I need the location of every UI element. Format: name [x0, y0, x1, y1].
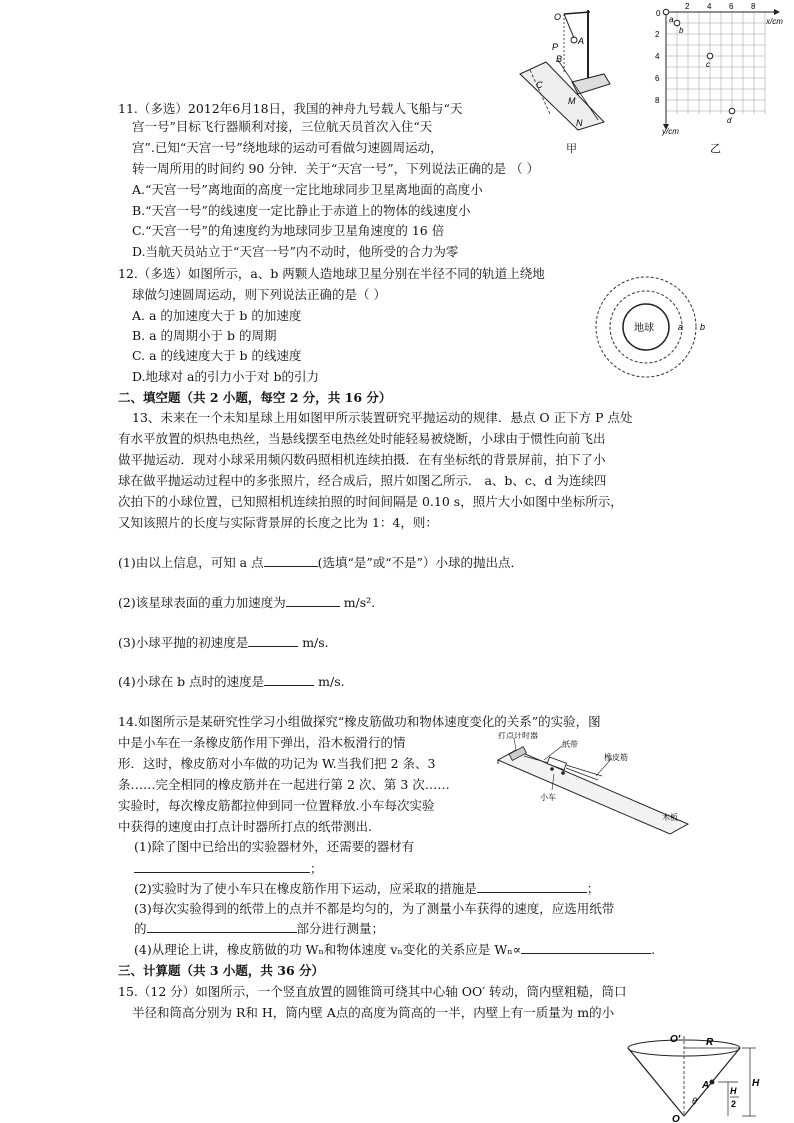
q13-part-3: [118, 634, 329, 652]
cone-label-Oprime: O′: [670, 1034, 681, 1045]
cone-label-O: O: [672, 1114, 680, 1122]
q12-line-1: 12.（多选）如图所示，a、b 两颗人造地球卫星分别在半径不同的轨道上绕地: [118, 266, 545, 281]
q13-part-4-blank[interactable]: [264, 673, 314, 686]
fig-yi-point-b: [674, 20, 680, 26]
fig-jia-label-A: A: [578, 36, 585, 46]
figure-jia: [512, 4, 620, 132]
q11-option-d: D.当航天员站立于“天宫一号”内不动时，他所受的合力为零: [132, 244, 459, 259]
fig-jia-label-N: N: [576, 118, 583, 128]
fig-yi-y-tick: 8: [655, 96, 660, 105]
q13-part-1-blank[interactable]: [264, 554, 318, 567]
fig-jia-label-M: M: [568, 96, 576, 106]
fig-yi-x-axis-label: x/cm: [766, 17, 783, 26]
q11-option-c: C.“天宫一号”的角速度约为地球同步卫星角速度的 16 倍: [132, 223, 445, 238]
q14-line-5: 实验时，每次橡皮筋都拉伸到同一位置释放.小车每次实验: [118, 798, 435, 813]
q13-part-3-text: (3)小球平抛的初速度是: [118, 635, 249, 650]
q13-part-1-tail: (选填“是”或“不是”）小球的抛出点．: [317, 555, 524, 570]
fig-timer-label: 打点计时器: [498, 732, 538, 740]
q11-line-4: 转一周所用的时间约 90 分钟．关于“天宫一号”，下列说法正确的是 （ ）: [132, 161, 540, 176]
fig-yi-y-tick: 6: [655, 74, 660, 83]
q14-part-2: [134, 880, 599, 898]
fig-yi-x-tick: 6: [729, 2, 734, 11]
q13-part-1: [118, 554, 523, 572]
q12-line-2: 球做匀速圆周运动，则下列说法正确的是（ ）: [132, 287, 386, 302]
figure-cone: [612, 1030, 762, 1122]
fig-yi-point-d: [729, 108, 735, 114]
fig-yi-point-a: [663, 9, 669, 15]
q13-part-2: [118, 594, 375, 612]
earth-label: 地球: [634, 323, 654, 334]
q15-line-2: 半径和筒高分别为 R和 H，筒内壁 A点的高度为筒高的一半，内壁上有一质量为 m的小: [132, 1005, 615, 1020]
fig-yi-label-a: a: [669, 15, 674, 24]
q13-line-1: 13、未来在一个未知星球上用如图甲所示装置研究平抛运动的规律．悬点 O 正下方 P 点处: [132, 410, 633, 425]
fig-jia-label-P: P: [552, 42, 559, 52]
cone-label-A: A: [702, 1080, 710, 1091]
fig-yi-point-c: [707, 53, 713, 59]
q12-option-b: B. a 的周期小于 b 的周期: [132, 328, 277, 343]
q13-part-4: [118, 673, 345, 691]
q14-part-4: [134, 941, 655, 959]
fig-jia-label-B: B: [556, 54, 563, 64]
fig-yi-x-tick: 8: [751, 2, 756, 11]
q13-part-4-text: (4)小球在 b 点时的速度是: [118, 674, 265, 689]
q13-part-2-unit: m/s².: [339, 595, 376, 610]
q13-line-2: 有水平放置的炽热电热丝，当悬线摆至电热丝处时能轻易被烧断，小球由于惯性向前飞出: [118, 431, 606, 446]
cone-label-theta: θ: [692, 1096, 697, 1106]
q12-option-d: D.地球对 a的引力小于对 b的引力: [132, 369, 319, 384]
q14-part-3-prefix: 的: [134, 921, 147, 936]
q13-part-4-unit: m/s.: [314, 674, 345, 689]
q15-line-1: 15.（12 分）如图所示，一个竖直放置的圆锥筒可绕其中心轴 OO′ 转动，筒内壁粗糙，筒口: [118, 984, 627, 999]
fig-yi-y-tick: 4: [655, 52, 660, 61]
fig-yi-label-b: b: [679, 26, 684, 35]
q14-line-3: 形．这时，橡皮筋对小车做的功记为 W.当我们把 2 条、3: [118, 756, 436, 771]
q14-line-4: 条……完全相同的橡皮筋并在一起进行第 2 次、第 3 次……: [118, 777, 450, 792]
q13-line-3: 做平抛运动．现对小球采用频闪数码照相机连续拍摄．在有坐标纸的背景屏前，拍下了小: [118, 452, 606, 467]
q11-line-1: 11.（多选）2012年6月18日，我国的神舟九号载人飞船与“天: [118, 101, 463, 116]
q13-line-5: 次拍下的小球位置，已知照相机连续拍照的时间间隔是 0.10 s，照片大小如图中坐标所示，: [118, 494, 623, 509]
cone-label-half-H-den: 2: [731, 1099, 737, 1109]
fig-yi-x-tick: 4: [707, 2, 712, 11]
q14-part-2-end: ；: [586, 881, 600, 896]
figure-yi: [648, 2, 794, 136]
q14-part-2-blank[interactable]: [477, 880, 587, 893]
figure-jia-caption: 甲: [566, 142, 577, 155]
fig-band-label: 橡皮筋: [604, 753, 628, 762]
q14-part-4-end: .: [651, 942, 656, 957]
section-2-heading: 二、填空题（共 2 小题，每空 2 分，共 16 分）: [118, 390, 392, 405]
fig-board-label: 木板: [662, 813, 678, 822]
q14-part-1-end: ；: [310, 861, 323, 876]
q14-part-2-text: (2)实验时为了使小车只在橡皮筋作用下运动，应采取的措施是: [134, 881, 477, 896]
q12-option-a: A. a 的加速度大于 b 的加速度: [132, 308, 302, 323]
q14-part-3-answer: [134, 920, 384, 938]
q13-part-2-blank[interactable]: [286, 594, 340, 607]
q11-option-b: B.“天宫一号”的线速度一定比静止于赤道上的物体的线速度小: [132, 203, 471, 218]
q13-part-1-text: (1)由以上信息，可知 a 点: [118, 555, 264, 570]
q11-option-a: A.“天宫一号”离地面的高度一定比地球同步卫星离地面的高度小: [132, 182, 483, 197]
q14-part-1: (1)除了图中已给出的实验器材外，还需要的器材有: [134, 839, 415, 854]
fig-jia-label-C: C: [536, 80, 543, 90]
q13-part-2-text: (2)该星球表面的重力加速度为: [118, 595, 286, 610]
q14-part-3-tail: 部分进行测量；: [296, 921, 385, 936]
figure-yi-caption: 乙: [710, 142, 721, 155]
q14-part-4-blank[interactable]: [521, 941, 651, 954]
fig-cart-label: 小车: [540, 793, 556, 802]
q13-part-3-unit: m/s.: [298, 635, 329, 650]
figure-earth-orbits: [594, 272, 710, 382]
q11-line-2: 宫一号”目标飞行器顺利对接，三位航天员首次入住“天: [132, 119, 433, 134]
cone-label-R: R: [706, 1037, 714, 1048]
fig-yi-label-d: d: [727, 116, 732, 125]
q13-line-6: 又知该照片的长度与实际背景屏的长度之比为 1：4，则：: [118, 515, 438, 530]
q14-part-3: (3)每次实验得到的纸带上的点并不都是均匀的，为了测量小车获得的速度，应选用纸带: [134, 901, 615, 916]
q14-part-1-blank[interactable]: [134, 860, 310, 873]
section-3-heading: 三、计算题（共 3 小题，共 36 分）: [118, 963, 325, 978]
fig-tape-label: 纸带: [562, 740, 578, 749]
fig-yi-y-axis-label: y/cm: [662, 127, 679, 136]
figure-rubber-band: [492, 732, 692, 836]
q13-part-3-blank[interactable]: [248, 634, 298, 647]
q14-line-6: 中获得的速度由打点计时器所打点的纸带测出.: [118, 819, 372, 834]
q11-line-3: 宫”.已知“天宫一号”绕地球的运动可看做匀速圆周运动，: [132, 140, 443, 155]
q14-line-1: 14.如图所示是某研究性学习小组做探究“橡皮筋做功和物体速度变化的关系”的实验，图: [118, 714, 601, 729]
cone-label-H: H: [752, 1078, 760, 1089]
fig-yi-origin: 0: [656, 9, 661, 18]
q14-part-3-blank[interactable]: [147, 920, 297, 933]
q12-option-c: C. a 的线速度大于 b 的线速度: [132, 348, 302, 363]
q14-part-4-text: (4)从理论上讲，橡皮筋做的功 Wₙ和物体速度 vₙ变化的关系应是 Wₙ∝: [134, 942, 522, 957]
fig-jia-label-O: O: [554, 12, 562, 22]
fig-yi-label-c: c: [706, 60, 710, 69]
cone-label-half-H-num: H: [730, 1086, 737, 1096]
satellite-a-label: a: [678, 322, 684, 332]
fig-yi-y-tick: 2: [655, 30, 660, 39]
fig-yi-x-tick: 2: [685, 2, 690, 11]
q14-line-2: 中是小车在一条橡皮筋作用下弹出，沿木板滑行的情: [118, 735, 406, 750]
q14-part-1-answer: [134, 860, 323, 878]
satellite-b-label: b: [700, 322, 706, 332]
q13-line-4: 球在做平抛运动过程中的多张照片，经合成后，照片如图乙所示． a、b、c、d 为连续四: [118, 473, 607, 488]
